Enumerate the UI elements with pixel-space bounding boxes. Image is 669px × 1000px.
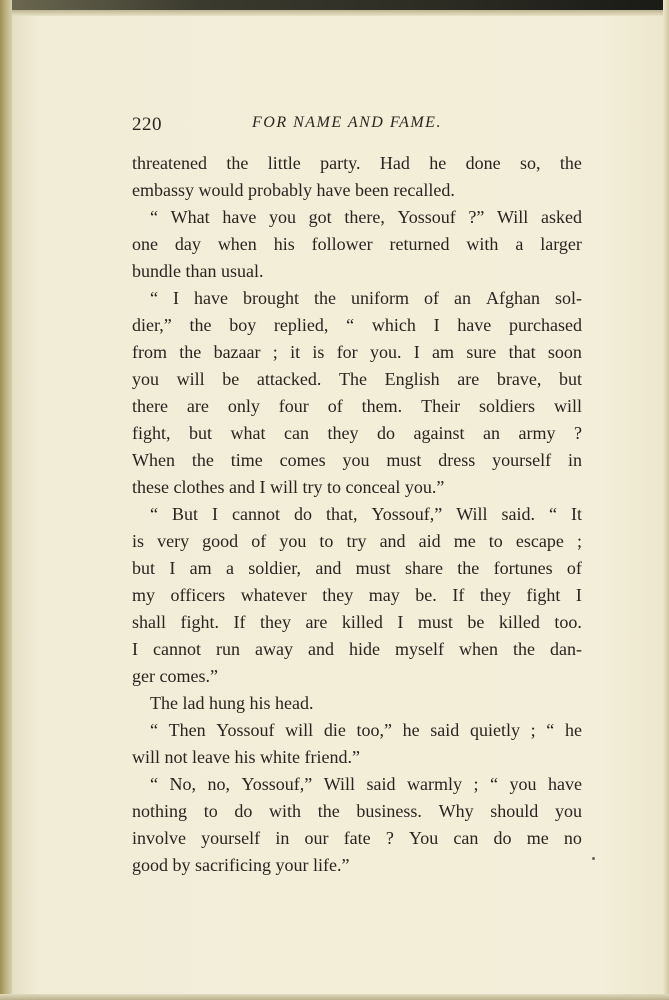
text-line: these clothes and I will try to conceal you.” (132, 477, 445, 497)
text-line: nothing to do with the business. Why should you (132, 801, 582, 821)
page-right-edge (663, 0, 669, 1000)
text-line: dier,” the boy replied, “ which I have purchased (132, 315, 582, 335)
text-line: from the bazaar ; it is for you. I am sure that soon (132, 342, 582, 362)
text-line: threatened the little party. Had he done so, the (132, 153, 582, 173)
text-line: one day when his follower returned with a larger (132, 234, 582, 254)
text-line: good by sacrificing your life.” (132, 855, 350, 875)
text-line: is very good of you to try and aid me to escape ; (132, 531, 582, 551)
text-line: there are only four of them. Their soldiers will (132, 396, 582, 416)
text-line: my officers whatever they may be. If they fight I (132, 585, 582, 605)
text-line: I cannot run away and hide myself when the dan- (132, 639, 582, 659)
text-line: “ What have you got there, Yossouf ?” Will asked (150, 207, 582, 227)
print-speck (592, 857, 595, 860)
text-line: fight, but what can they do against an army ? (132, 423, 582, 443)
text-line: When the time comes you must dress yourself in (132, 450, 582, 470)
text-line: bundle than usual. (132, 261, 264, 281)
running-title: FOR NAME AND FAME. (252, 114, 442, 131)
text-line: The lad hung his head. (150, 693, 314, 713)
page-number: 220 (132, 114, 162, 135)
text-line: will not leave his white friend.” (132, 747, 360, 767)
text-line: you will be attacked. The English are brave, but (132, 369, 582, 389)
text-line: shall fight. If they are killed I must be killed too. (132, 612, 582, 632)
text-line: “ But I cannot do that, Yossouf,” Will said. “ It (150, 504, 582, 524)
text-line: embassy would probably have been recalled. (132, 180, 455, 200)
page-bottom-edge (0, 994, 669, 1000)
text-line: “ I have brought the uniform of an Afghan sol- (150, 288, 582, 308)
text-line: “ No, no, Yossouf,” Will said warmly ; “ you have (150, 774, 582, 794)
body-text (132, 150, 582, 879)
page-top-shadow (0, 10, 669, 16)
text-line: involve yourself in our fate ? You can do me no (132, 828, 582, 848)
text-line: ger comes.” (132, 666, 218, 686)
text-line: but I am a soldier, and must share the fortunes of (132, 558, 582, 578)
book-spine-edge (0, 0, 12, 1000)
text-line: “ Then Yossouf will die too,” he said quietly ; “ he (150, 720, 582, 740)
running-header (132, 112, 582, 136)
page-top-edge (0, 0, 669, 10)
